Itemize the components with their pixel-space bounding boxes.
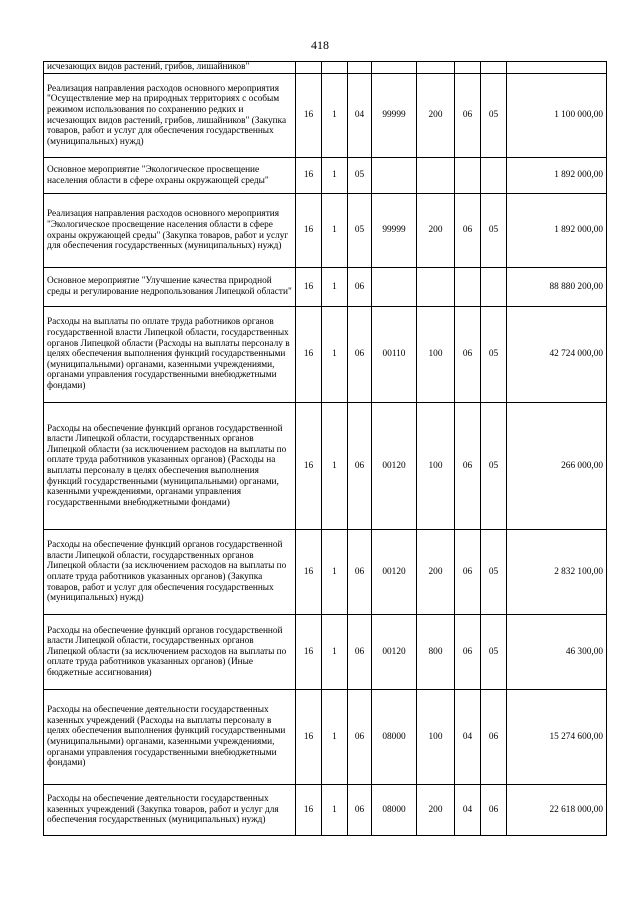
code-cell-c2: 1 bbox=[322, 158, 348, 194]
code-cell-c2: 1 bbox=[322, 785, 348, 836]
table-row bbox=[44, 194, 607, 268]
code-cell-c1: 16 bbox=[296, 785, 322, 836]
row-name-cell: Расходы на обеспечение функций органов государственной власти Липецкой области, государственных органов Липецкой области (за исключением расходов на выплаты по оплате труда работников указанных органов) (Иные бюджетные ассигнования) bbox=[44, 615, 296, 690]
code-cell-c6: 06 bbox=[455, 74, 481, 158]
code-cell-c1: 16 bbox=[296, 530, 322, 615]
code-cell-c2: 1 bbox=[322, 74, 348, 158]
code-cell-c2: 1 bbox=[322, 530, 348, 615]
code-cell-c1 bbox=[296, 62, 322, 74]
table-row bbox=[44, 403, 607, 530]
code-cell-c1: 16 bbox=[296, 268, 322, 307]
row-name-cell: Основное мероприятие "Улучшение качества природной среды и регулирование недропользования Липецкой области" bbox=[44, 268, 296, 307]
code-cell-c6: 06 bbox=[455, 615, 481, 690]
code-cell-c1: 16 bbox=[296, 615, 322, 690]
code-cell-c1: 16 bbox=[296, 690, 322, 785]
amount-cell: 42 724 000,00 bbox=[507, 307, 607, 403]
row-name-cell: Реализация направления расходов основного мероприятия "Осуществление мер на природных территориях с особым режимом использования по сохранению редких и исчезающих видов растений, грибов, лишайников" (Закупка товаров, работ и услуг для обеспечения государственных (муниципальных) нужд) bbox=[44, 74, 296, 158]
code-cell-c4 bbox=[372, 158, 417, 194]
code-cell-c7: 05 bbox=[481, 307, 507, 403]
code-cell-c3: 04 bbox=[348, 74, 372, 158]
code-cell-c4: 99999 bbox=[372, 74, 417, 158]
code-cell-c2: 1 bbox=[322, 615, 348, 690]
code-cell-c5 bbox=[417, 268, 455, 307]
amount-cell: 22 618 000,00 bbox=[507, 785, 607, 836]
row-name-cell: исчезающих видов растений, грибов, лишайников" bbox=[44, 62, 296, 74]
code-cell-c5: 200 bbox=[417, 530, 455, 615]
row-name-cell: Реализация направления расходов основного мероприятия "Экологическое просвещение населения области в сфере охраны окружающей среды" (Закупка товаров, работ и услуг для обеспечения государственных (муниципальных) нужд) bbox=[44, 194, 296, 268]
code-cell-c1: 16 bbox=[296, 307, 322, 403]
table-row bbox=[44, 615, 607, 690]
code-cell-c7: 06 bbox=[481, 785, 507, 836]
code-cell-c3: 05 bbox=[348, 158, 372, 194]
code-cell-c6: 06 bbox=[455, 403, 481, 530]
code-cell-c6: 04 bbox=[455, 690, 481, 785]
code-cell-c3: 06 bbox=[348, 785, 372, 836]
code-cell-c3: 06 bbox=[348, 615, 372, 690]
table-row bbox=[44, 307, 607, 403]
code-cell-c2: 1 bbox=[322, 307, 348, 403]
code-cell-c4: 99999 bbox=[372, 194, 417, 268]
code-cell-c4: 08000 bbox=[372, 690, 417, 785]
code-cell-c5: 100 bbox=[417, 403, 455, 530]
code-cell-c2: 1 bbox=[322, 268, 348, 307]
code-cell-c7: 05 bbox=[481, 74, 507, 158]
code-cell-c7: 06 bbox=[481, 690, 507, 785]
code-cell-c6 bbox=[455, 62, 481, 74]
amount-cell bbox=[507, 62, 607, 74]
amount-cell: 15 274 600,00 bbox=[507, 690, 607, 785]
code-cell-c5: 200 bbox=[417, 194, 455, 268]
code-cell-c6 bbox=[455, 268, 481, 307]
code-cell-c3: 06 bbox=[348, 403, 372, 530]
budget-table bbox=[43, 61, 607, 836]
amount-cell: 1 892 000,00 bbox=[507, 158, 607, 194]
code-cell-c5: 100 bbox=[417, 307, 455, 403]
amount-cell: 1 892 000,00 bbox=[507, 194, 607, 268]
table-row bbox=[44, 690, 607, 785]
code-cell-c3: 06 bbox=[348, 268, 372, 307]
amount-cell: 1 100 000,00 bbox=[507, 74, 607, 158]
code-cell-c1: 16 bbox=[296, 158, 322, 194]
table-row bbox=[44, 785, 607, 836]
table-row bbox=[44, 268, 607, 307]
amount-cell: 46 300,00 bbox=[507, 615, 607, 690]
amount-cell: 266 000,00 bbox=[507, 403, 607, 530]
page-number: 418 bbox=[311, 38, 329, 52]
code-cell-c2: 1 bbox=[322, 690, 348, 785]
table-row bbox=[44, 74, 607, 158]
code-cell-c2: 1 bbox=[322, 403, 348, 530]
code-cell-c4: 00120 bbox=[372, 530, 417, 615]
code-cell-c1: 16 bbox=[296, 403, 322, 530]
amount-cell: 88 880 200,00 bbox=[507, 268, 607, 307]
row-name-cell: Основное мероприятие "Экологическое просвещение населения области в сфере охраны окружающей среды" bbox=[44, 158, 296, 194]
code-cell-c7 bbox=[481, 268, 507, 307]
code-cell-c4: 00110 bbox=[372, 307, 417, 403]
code-cell-c7 bbox=[481, 158, 507, 194]
code-cell-c5: 100 bbox=[417, 690, 455, 785]
row-name-cell: Расходы на обеспечение деятельности государственных казенных учреждений (Закупка товаров, работ и услуг для обеспечения государственных (муниципальных) нужд) bbox=[44, 785, 296, 836]
code-cell-c2: 1 bbox=[322, 194, 348, 268]
code-cell-c1: 16 bbox=[296, 74, 322, 158]
code-cell-c4 bbox=[372, 268, 417, 307]
row-name-cell: Расходы на выплаты по оплате труда работников органов государственной власти Липецкой области, государственных органов Липецкой области (Расходы на выплаты персоналу в целях обеспечения выполнения функций государственными (муниципальными) органами, казенными учреждениями, органами управления государственными внебюджетными фондами) bbox=[44, 307, 296, 403]
table-row bbox=[44, 62, 607, 74]
code-cell-c7: 05 bbox=[481, 403, 507, 530]
code-cell-c4: 00120 bbox=[372, 615, 417, 690]
code-cell-c6: 06 bbox=[455, 530, 481, 615]
code-cell-c3: 05 bbox=[348, 194, 372, 268]
amount-cell: 2 832 100,00 bbox=[507, 530, 607, 615]
code-cell-c6 bbox=[455, 158, 481, 194]
row-name-cell: Расходы на обеспечение деятельности государственных казенных учреждений (Расходы на выплаты персоналу в целях обеспечения выполнения функций государственными (муниципальными) органами, казенными учреждениями, органами управления государственными внебюджетными фондами) bbox=[44, 690, 296, 785]
code-cell-c7 bbox=[481, 62, 507, 74]
code-cell-c6: 06 bbox=[455, 194, 481, 268]
code-cell-c3 bbox=[348, 62, 372, 74]
code-cell-c5: 200 bbox=[417, 785, 455, 836]
code-cell-c3: 06 bbox=[348, 307, 372, 403]
row-name-cell: Расходы на обеспечение функций органов государственной власти Липецкой области, государственных органов Липецкой области (за исключением расходов на выплаты по оплате труда работников указанных органов) (Закупка товаров, работ и услуг для обеспечения государственных (муниципальных) нужд) bbox=[44, 530, 296, 615]
table-row bbox=[44, 158, 607, 194]
code-cell-c4: 08000 bbox=[372, 785, 417, 836]
code-cell-c7: 05 bbox=[481, 530, 507, 615]
code-cell-c7: 05 bbox=[481, 194, 507, 268]
code-cell-c1: 16 bbox=[296, 194, 322, 268]
row-name-cell: Расходы на обеспечение функций органов государственной власти Липецкой области, государственных органов Липецкой области (за исключением расходов на выплаты по оплате труда работников указанных органов) (Расходы на выплаты персоналу в целях обеспечения выполнения функций государственными (муниципальными) органами, казенными учреждениями, органами управления государственными внебюджетными фондами) bbox=[44, 403, 296, 530]
code-cell-c6: 06 bbox=[455, 307, 481, 403]
code-cell-c5 bbox=[417, 158, 455, 194]
code-cell-c4: 00120 bbox=[372, 403, 417, 530]
code-cell-c3: 06 bbox=[348, 690, 372, 785]
table-row bbox=[44, 530, 607, 615]
code-cell-c6: 04 bbox=[455, 785, 481, 836]
code-cell-c5: 200 bbox=[417, 74, 455, 158]
code-cell-c5: 800 bbox=[417, 615, 455, 690]
code-cell-c2 bbox=[322, 62, 348, 74]
code-cell-c7: 05 bbox=[481, 615, 507, 690]
code-cell-c5 bbox=[417, 62, 455, 74]
code-cell-c3: 06 bbox=[348, 530, 372, 615]
code-cell-c4 bbox=[372, 62, 417, 74]
